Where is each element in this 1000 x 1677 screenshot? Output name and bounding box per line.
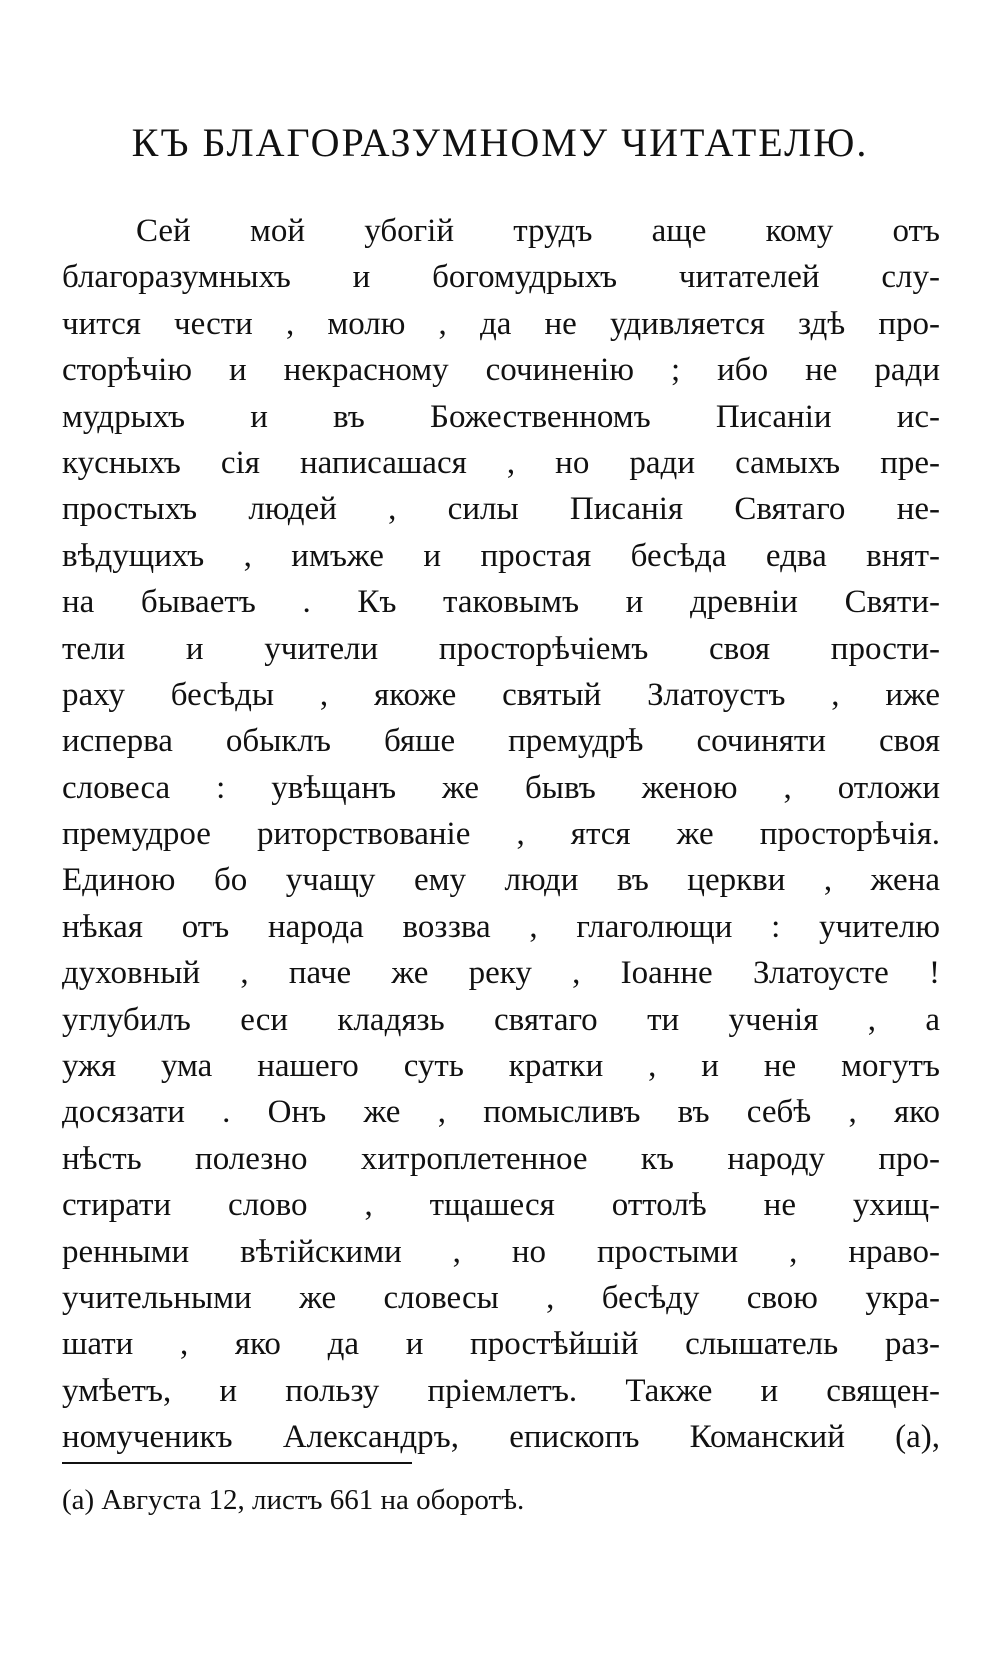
text-line: словеса : увѣщанъ же бывъ женою , отложи (62, 769, 940, 806)
footnote-divider (62, 1462, 412, 1464)
text-line: простыхъ людей , силы Писанія Святаго не- (62, 491, 940, 528)
text-line: чится чести , молю , да не удивляется здѣ про- (62, 305, 940, 342)
text-line: стирати слово , тщашеся оттолѣ не ухищ- (62, 1187, 940, 1224)
text-line: нѣкая отъ народа воззва , глаголющи : учителю (62, 908, 940, 945)
text-line: раху бесѣды , якоже святый Златоустъ , иже (62, 676, 940, 713)
text-line: исперва обыклъ бяше премудрѣ сочиняти своя (62, 723, 940, 760)
text-line: ужя ума нашего суть кратки , и не могутъ (62, 1048, 940, 1085)
text-line: досязати . Онъ же , помысливъ въ себѣ , яко (62, 1094, 940, 1131)
text-line: Сей мой убогій трудъ аще кому отъ (136, 213, 940, 249)
text-line: углубилъ еси кладязь святаго ти ученія , а (62, 1001, 940, 1038)
text-line: благоразумныхъ и богомудрыхъ читателей слу- (62, 259, 940, 296)
text-line: на бываетъ . Къ таковымъ и древніи Святи- (62, 584, 940, 621)
text-line: нѣсть полезно хитроплетенное къ народу про- (62, 1140, 940, 1177)
text-line: Единою бо учащу ему люди въ церкви , жена (62, 862, 940, 899)
text-line: кусныхъ сія написашася , но ради самыхъ пре- (62, 444, 940, 481)
text-line: мудрыхъ и въ Божественномъ Писаніи ис- (62, 398, 940, 435)
text-line: шати , яко да и простѣйшій слышатель раз- (62, 1326, 940, 1363)
text-line: номученикъ Александръ, епископъ Команский (а), (62, 1419, 940, 1456)
text-line: духовный , паче же реку , Іоанне Златоусте ! (62, 955, 940, 992)
text-line: ренными вѣтійскими , но простыми , нраво- (62, 1233, 940, 1270)
footnote: (а) Августа 12, листъ 661 на оборотѣ. (62, 1484, 525, 1516)
page-heading: КЪ БЛАГОРАЗУМНОМУ ЧИТАТЕЛЮ. (131, 120, 869, 165)
text-line: учительными же словесы , бесѣду свою укра- (62, 1279, 940, 1316)
text-line: вѣдущихъ , имъже и простая бесѣда едва внят- (62, 537, 940, 574)
text-line: умѣетъ, и пользу пріемлетъ. Также и священ- (62, 1372, 940, 1409)
text-line: премудрое риторствованіе , ятся же просторѣчія. (62, 816, 940, 853)
body-text (62, 208, 940, 1461)
text-line: тели и учители просторѣчіемъ своя прости- (62, 630, 940, 667)
text-line: сторѣчію и некрасному сочиненію ; ибо не ради (62, 352, 940, 389)
